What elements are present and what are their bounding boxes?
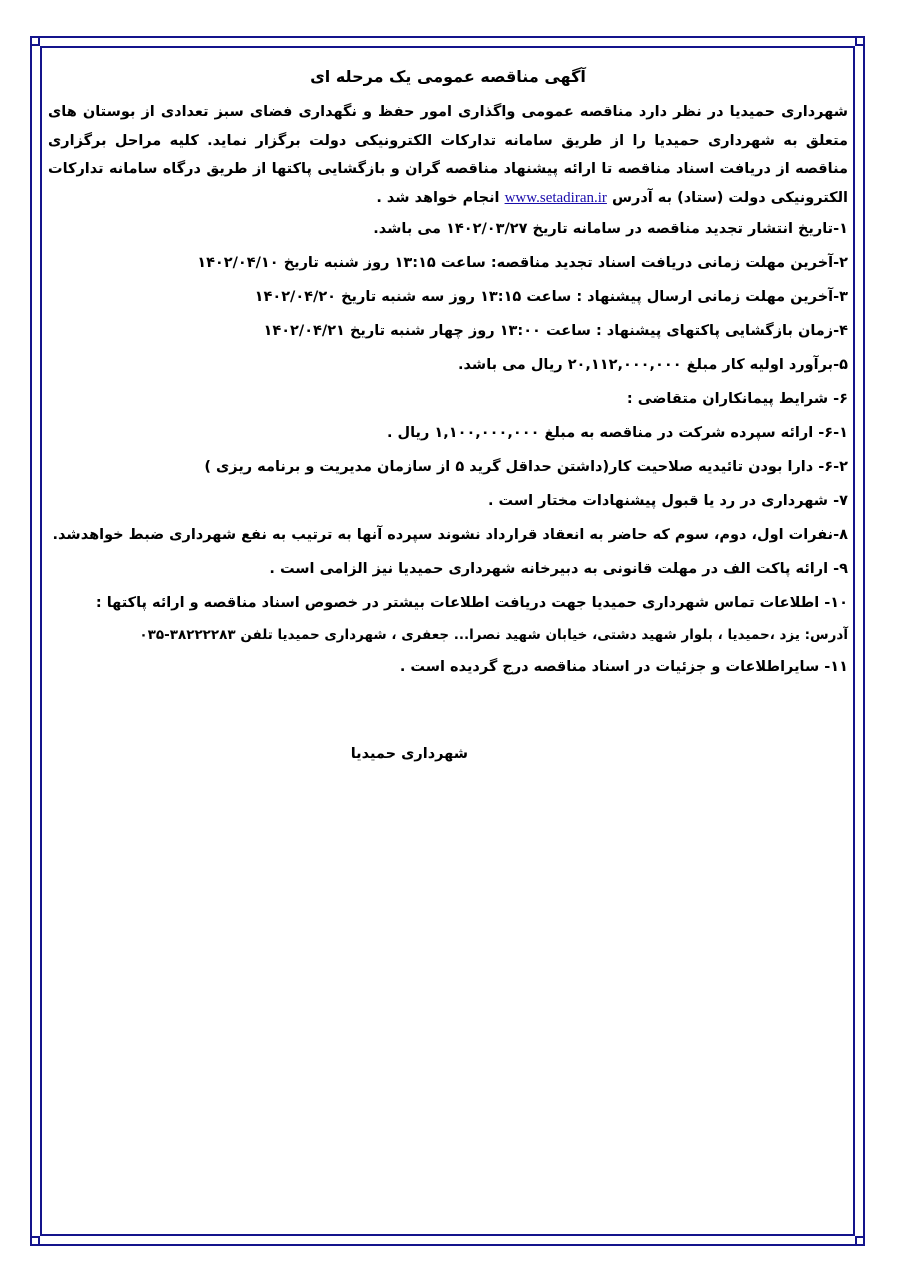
intro-text: شهرداری حمیدیا در نظر دارد مناقصه عمومی واگذاری امور حفظ و نگهداری فضای سبز تعدادی از بوستان های متعلق به شهرداری حمیدیا را از طریق سامانه تدارکات الکترونیکی دولت برگزار نماید. کلیه مراحل برگزاری مناقصه از دریافت اسناد مناقصه تا ارائه پیشنهاد مناقصه گران و بازگشایی پاکتها از طریق درگاه سامانه تدارکات الکترونیکی دولت (ستاد) به آدرس bbox=[48, 104, 848, 206]
list-item: ۴-زمان بازگشایی پاکتهای پیشنهاد : ساعت ۱۳:۰۰ روز چهار شنبه تاریخ ۱۴۰۲/۰۴/۲۱ bbox=[263, 323, 848, 339]
list-item: ۳-آخرین مهلت زمانی ارسال پیشنهاد : ساعت ۱۳:۱۵ روز سه شنبه تاریخ ۱۴۰۲/۰۴/۲۰ bbox=[254, 289, 848, 305]
notice-document bbox=[48, 62, 848, 1222]
list-item: ۸-نفرات اول، دوم، سوم که حاضر به انعقاد قرارداد نشوند سپرده آنها به ترتیب به نفع شهرداری ضبط خواهدشد. bbox=[52, 527, 848, 543]
list-item: ۶-۱- ارائه سپرده شرکت در مناقصه به مبلغ ۱,۱۰۰,۰۰۰,۰۰۰ ریال . bbox=[386, 425, 848, 441]
list-item: ۵-برآورد اولیه کار مبلغ ۲۰,۱۱۲,۰۰۰,۰۰۰ ریال می باشد. bbox=[458, 357, 848, 373]
list-item: ۲-آخرین مهلت زمانی دریافت اسناد تجدید مناقصه: ساعت ۱۳:۱۵ روز شنبه تاریخ ۱۴۰۲/۰۴/۱۰ bbox=[197, 255, 848, 271]
list-item: ۱-تاریخ انتشار تجدید مناقصه در سامانه تاریخ ۱۴۰۲/۰۳/۲۷ می باشد. bbox=[373, 221, 848, 237]
list-item: ۱۱- سایراطلاعات و جزئیات در اسناد مناقصه درج گردیده است . bbox=[399, 659, 848, 675]
setadiran-link[interactable]: www.setadiran.ir bbox=[504, 189, 607, 206]
corner-ornament-bottom-right bbox=[855, 1236, 865, 1246]
list-item: ۷- شهرداری در رد یا قبول پیشنهادات مختار است . bbox=[487, 493, 848, 509]
list-item: ۶-۲- دارا بودن تائیدیه صلاحیت کار(داشتن حداقل گرید ۵ از سازمان مدیریت و برنامه ریزی ) bbox=[204, 459, 848, 475]
intro-text-end: انجام خواهد شد . bbox=[376, 189, 500, 206]
notice-intro bbox=[48, 98, 848, 212]
corner-ornament-bottom-left bbox=[30, 1236, 40, 1246]
signature: شهرداری حمیدیا bbox=[350, 746, 468, 762]
list-item: ۶- شرایط پیمانکاران متقاضی : bbox=[626, 391, 848, 407]
corner-ornament-top-right bbox=[855, 36, 865, 46]
notice-title: آگهی مناقصه عمومی یک مرحله ای bbox=[310, 67, 586, 86]
list-item: ۱۰- اطلاعات تماس شهرداری حمیدیا جهت دریافت اطلاعات بیشتر در خصوص اسناد مناقصه و ارائه پاکتها : bbox=[95, 595, 848, 611]
list-item: ۹- ارائه پاکت الف در مهلت قانونی به دبیرخانه شهرداری حمیدیا نیز الزامی است . bbox=[269, 561, 848, 577]
corner-ornament-top-left bbox=[30, 36, 40, 46]
contact-address: آدرس: یزد ،حمیدیا ، بلوار شهید دشتی، خیابان شهید نصرا... جعفری ، شهرداری حمیدیا تلفن ۳۸۲۲۲۲۸۳-۰۳۵ bbox=[139, 627, 848, 643]
